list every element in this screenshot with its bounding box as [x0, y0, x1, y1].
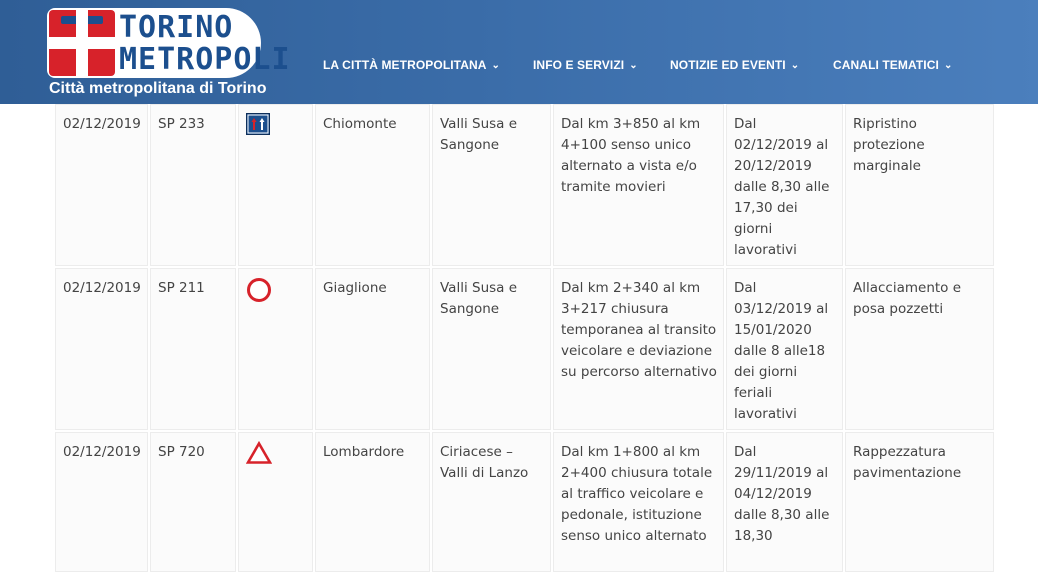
priority-oncoming-sign-icon	[246, 113, 270, 135]
site-header	[0, 0, 1038, 104]
logo-subtitle: Città metropolitana di Torino	[49, 80, 267, 97]
date-cell: 02/12/2019	[55, 268, 148, 430]
torino-shield-icon	[49, 10, 115, 76]
site-logo[interactable]	[47, 8, 291, 100]
no-entry-circle-sign-icon	[246, 277, 272, 303]
nav-notizie-ed-eventi[interactable]	[670, 58, 799, 72]
road-cell: SP 720	[150, 432, 236, 572]
warning-triangle-sign-icon	[246, 441, 272, 465]
table-row	[55, 432, 994, 572]
table-row	[55, 268, 994, 430]
reason-cell: Rappezzatura pavimentazione	[845, 432, 994, 572]
municipality-cell: Chiomonte	[315, 104, 430, 266]
nav-label: NOTIZIE ED EVENTI	[670, 58, 786, 72]
location-cell: Dal km 1+800 al km 2+400 chiusura totale al traffico veicolare e pedonale, istituzione senso unico alternato	[553, 432, 724, 572]
nav-info-e-servizi[interactable]	[533, 58, 638, 72]
nav-label: CANALI TEMATICI	[833, 58, 939, 72]
sign-cell	[238, 432, 313, 572]
roadworks-table	[53, 102, 996, 574]
nav-label: INFO E SERVIZI	[533, 58, 625, 72]
municipality-cell: Giaglione	[315, 268, 430, 430]
period-cell: Dal 29/11/2019 al 04/12/2019 dalle 8,30 alle 18,30	[726, 432, 843, 572]
road-cell: SP 233	[150, 104, 236, 266]
sign-cell	[238, 104, 313, 266]
period-cell: Dal 03/12/2019 al 15/01/2020 dalle 8 alle18 dei giorni feriali lavorativi	[726, 268, 843, 430]
area-cell: Valli Susa e Sangone	[432, 268, 551, 430]
logo-line-1: TORINO	[119, 10, 234, 45]
chevron-down-icon: ⌄	[491, 60, 500, 71]
nav-la-citta-metropolitana[interactable]	[323, 58, 500, 72]
logo-line-2: METROPOLI	[119, 42, 291, 77]
chevron-down-icon: ⌄	[943, 60, 953, 71]
date-cell: 02/12/2019	[55, 432, 148, 572]
area-cell: Ciriacese – Valli di Lanzo	[432, 432, 551, 572]
reason-cell: Allacciamento e posa pozzetti	[845, 268, 994, 430]
cross-horizontal	[49, 37, 115, 49]
municipality-cell: Lombardore	[315, 432, 430, 572]
logo-badge	[47, 8, 291, 78]
nav-canali-tematici[interactable]	[833, 58, 952, 72]
period-cell: Dal 02/12/2019 al 20/12/2019 dalle 8,30 alle 17,30 dei giorni lavorativi	[726, 104, 843, 266]
road-cell: SP 211	[150, 268, 236, 430]
chevron-down-icon: ⌄	[790, 60, 800, 71]
table-row	[55, 104, 994, 266]
date-cell: 02/12/2019	[55, 104, 148, 266]
reason-cell: Ripristino protezione marginale	[845, 104, 994, 266]
location-cell: Dal km 3+850 al km 4+100 senso unico alternato a vista e/o tramite movieri	[553, 104, 724, 266]
location-cell: Dal km 2+340 al km 3+217 chiusura temporanea al transito veicolare e deviazione su percorso alternativo	[553, 268, 724, 430]
area-cell: Valli Susa e Sangone	[432, 104, 551, 266]
sign-cell	[238, 268, 313, 430]
chevron-down-icon: ⌄	[629, 60, 638, 71]
nav-label: LA CITTÀ METROPOLITANA	[323, 58, 487, 72]
